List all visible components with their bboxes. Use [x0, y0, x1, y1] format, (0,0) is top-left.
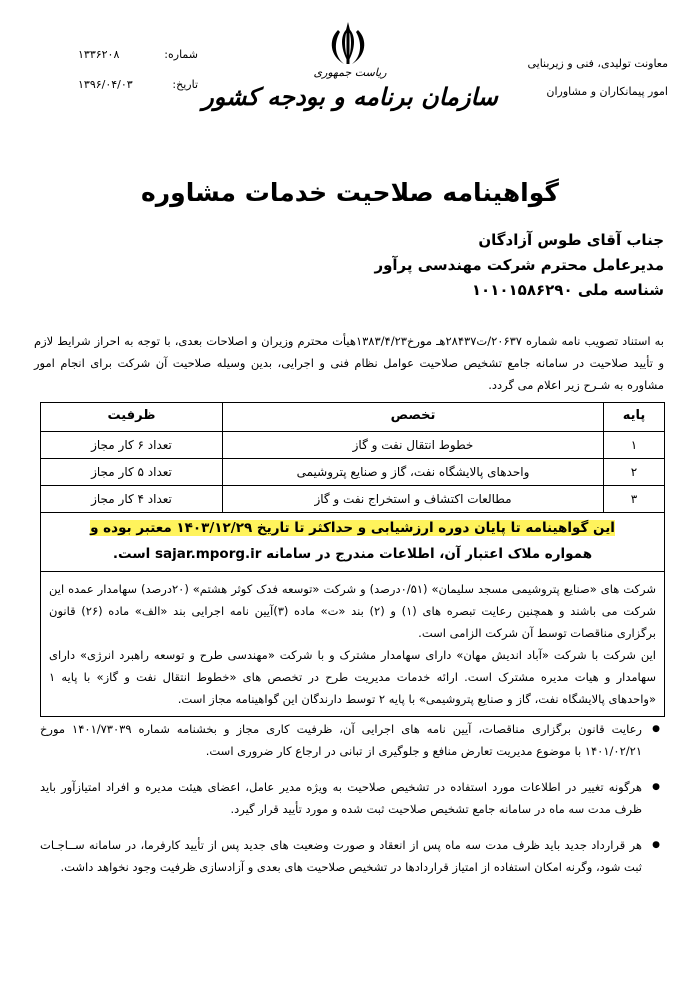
reference-block — [78, 40, 198, 100]
presidency-text: ریاست جمهوری — [313, 66, 387, 79]
date-label: تاریخ: — [172, 78, 198, 91]
row-grade: ۱ — [603, 432, 664, 458]
organization-logo-text: سازمان برنامه و بودجه کشور — [202, 82, 498, 111]
table-row — [41, 432, 664, 459]
list-item: ● هر قرارداد جدید باید ظرف مدت سه ماه پس از انعقاد و صورت وضعیت های جدید پس از تأیید کارفرما، در سامانه ســاجـات ثبت شود، وگرنه امکان استفاده از امتیاز قراردادها در تشخیص صلاحیت های بعدی و آزادسازی ظرفیت وجود نخواهد داشت. — [40, 834, 660, 878]
row-specialty: مطالعات اکتشاف و استخراج نفت و گاز — [222, 486, 603, 512]
list-item: ● رعایت قانون برگزاری مناقصات، آیین نامه های اجرایی آن، ظرفیت کاری مجاز و بخشنامه شماره ۱۴۰۱/۷۳۰۳۹ مورخ ۱۴۰۱/۰۲/۲۱ با موضوع مدیریت تعارض منافع و جلوگیری از تبانی در ارجاع کار ضروری است. — [40, 718, 660, 762]
addressee-national-id: شناسه ملی ۱۰۱۰۱۵۸۶۲۹۰ — [471, 281, 664, 299]
date-value: ۱۳۹۶/۰۴/۰۳ — [78, 78, 133, 91]
header-capacity: ظرفیت — [107, 408, 156, 423]
sajar-site-link[interactable]: sajar.mporg.ir — [154, 546, 262, 562]
list-item: ● هرگونه تغییر در اطلاعات مورد استفاده در تشخیص صلاحیت به ویژه مدیر عامل، اعضای هیئت مدیره و افراد امتیازآور باید ظرف مدت سه ماه در سامانه جامع تشخیص صلاحیت ثبت شده و مورد تأیید قرار گیرد. — [40, 776, 660, 820]
addressee-role: مدیرعامل محترم شرکت مهندسی پرآور — [374, 256, 664, 274]
validity-notice — [41, 513, 664, 572]
validity-text: همواره ملاک اعتبار آن، اطلاعات مندرج در سامانه — [266, 546, 593, 562]
table-header-row — [41, 403, 664, 432]
header-grade: پایه — [603, 403, 664, 431]
addressee-block — [264, 228, 664, 303]
row-capacity: تعداد ۴ کار مجاز — [91, 492, 172, 506]
header-specialty: تخصص — [222, 403, 603, 431]
row-capacity: تعداد ۶ کار مجاز — [91, 438, 172, 452]
document-title: گواهینامه صلاحیت خدمات مشاوره — [141, 178, 559, 207]
iran-emblem-icon — [322, 18, 374, 70]
number-label: شماره: — [164, 48, 198, 61]
row-specialty: خطوط انتقال نفت و گاز — [222, 432, 603, 458]
date-row — [78, 70, 198, 100]
row-grade: ۲ — [603, 459, 664, 485]
department-line-1: معاونت تولیدی، فنی و زیربنایی — [527, 57, 668, 70]
row-capacity: تعداد ۵ کار مجاز — [91, 465, 172, 479]
row-specialty: واحدهای پالایشگاه نفت، گاز و صنایع پتروشیمی — [222, 459, 603, 485]
note-paragraph: شرکت های «صنایع پتروشیمی مسجد سلیمان» (۰/۵۱درصد) و شرکت «توسعه فدک کوثر هشتم» (۲۰درصد) سهامدار عمده این شرکت می باشند و همچنین رعایت تبصره های (۱) و (۲) بند «ت» ماده (۳)آیین نامه اجرایی بند «الف» ماده (۲۶) قانون برگزاری مناقصات توسط آن شرکت الزامی است. — [49, 582, 656, 640]
row-grade: ۳ — [603, 486, 664, 512]
number-row — [78, 40, 198, 70]
validity-highlight: این گواهینامه تا پایان دوره ارزشیابی و حداکثر تا تاریخ ۱۴۰۳/۱۲/۲۹ معتبر بوده و — [90, 520, 615, 536]
shareholder-notes — [41, 572, 664, 716]
table-row — [41, 486, 664, 513]
validity-text-end: است. — [112, 546, 151, 562]
note-paragraph: این شرکت با شرکت «آباد اندیش مهان» دارای سهامدار مشترک و با شرکت «مهندسی طرح و توسعه راهبرد انرژی» دارای سهامدار و هیات مدیره مشترک است. ارائه خدمات مدیریت طرح در تخصص های «خطوط انتقال نفت و گاز» با پایه ۱ «واحدهای پالایشگاه نفت، گاز و صنایع پتروشیمی» با پایه ۲ توسط دارندگان این گواهینامه مجاز است. — [49, 648, 656, 706]
number-value: ۱۳۳۶۲۰۸ — [78, 48, 120, 61]
intro-paragraph: به استناد تصویب نامه شماره ۲۰۶۳۷/ت۲۸۴۳۷هـ مورخ۱۳۸۳/۴/۲۳هیأت محترم وزیران و اصلاحات بعدی، با توجه به احراز شرایط لازم و تأیید صلاحیت در سامانه جامع تشخیص صلاحیت عوامل نظام فنی و اجرایی، بدین وسیله صلاحیت آن شرکت برای انجام امور مشاوره به شـرح زیر اعلام می گردد. — [34, 334, 664, 392]
department-line-2: امور پیمانکاران و مشاوران — [546, 85, 668, 98]
conditions-list — [40, 718, 660, 892]
addressee-name: جناب آقای طوس آزادگان — [478, 231, 664, 249]
qualification-table — [40, 402, 665, 717]
table-row — [41, 459, 664, 486]
